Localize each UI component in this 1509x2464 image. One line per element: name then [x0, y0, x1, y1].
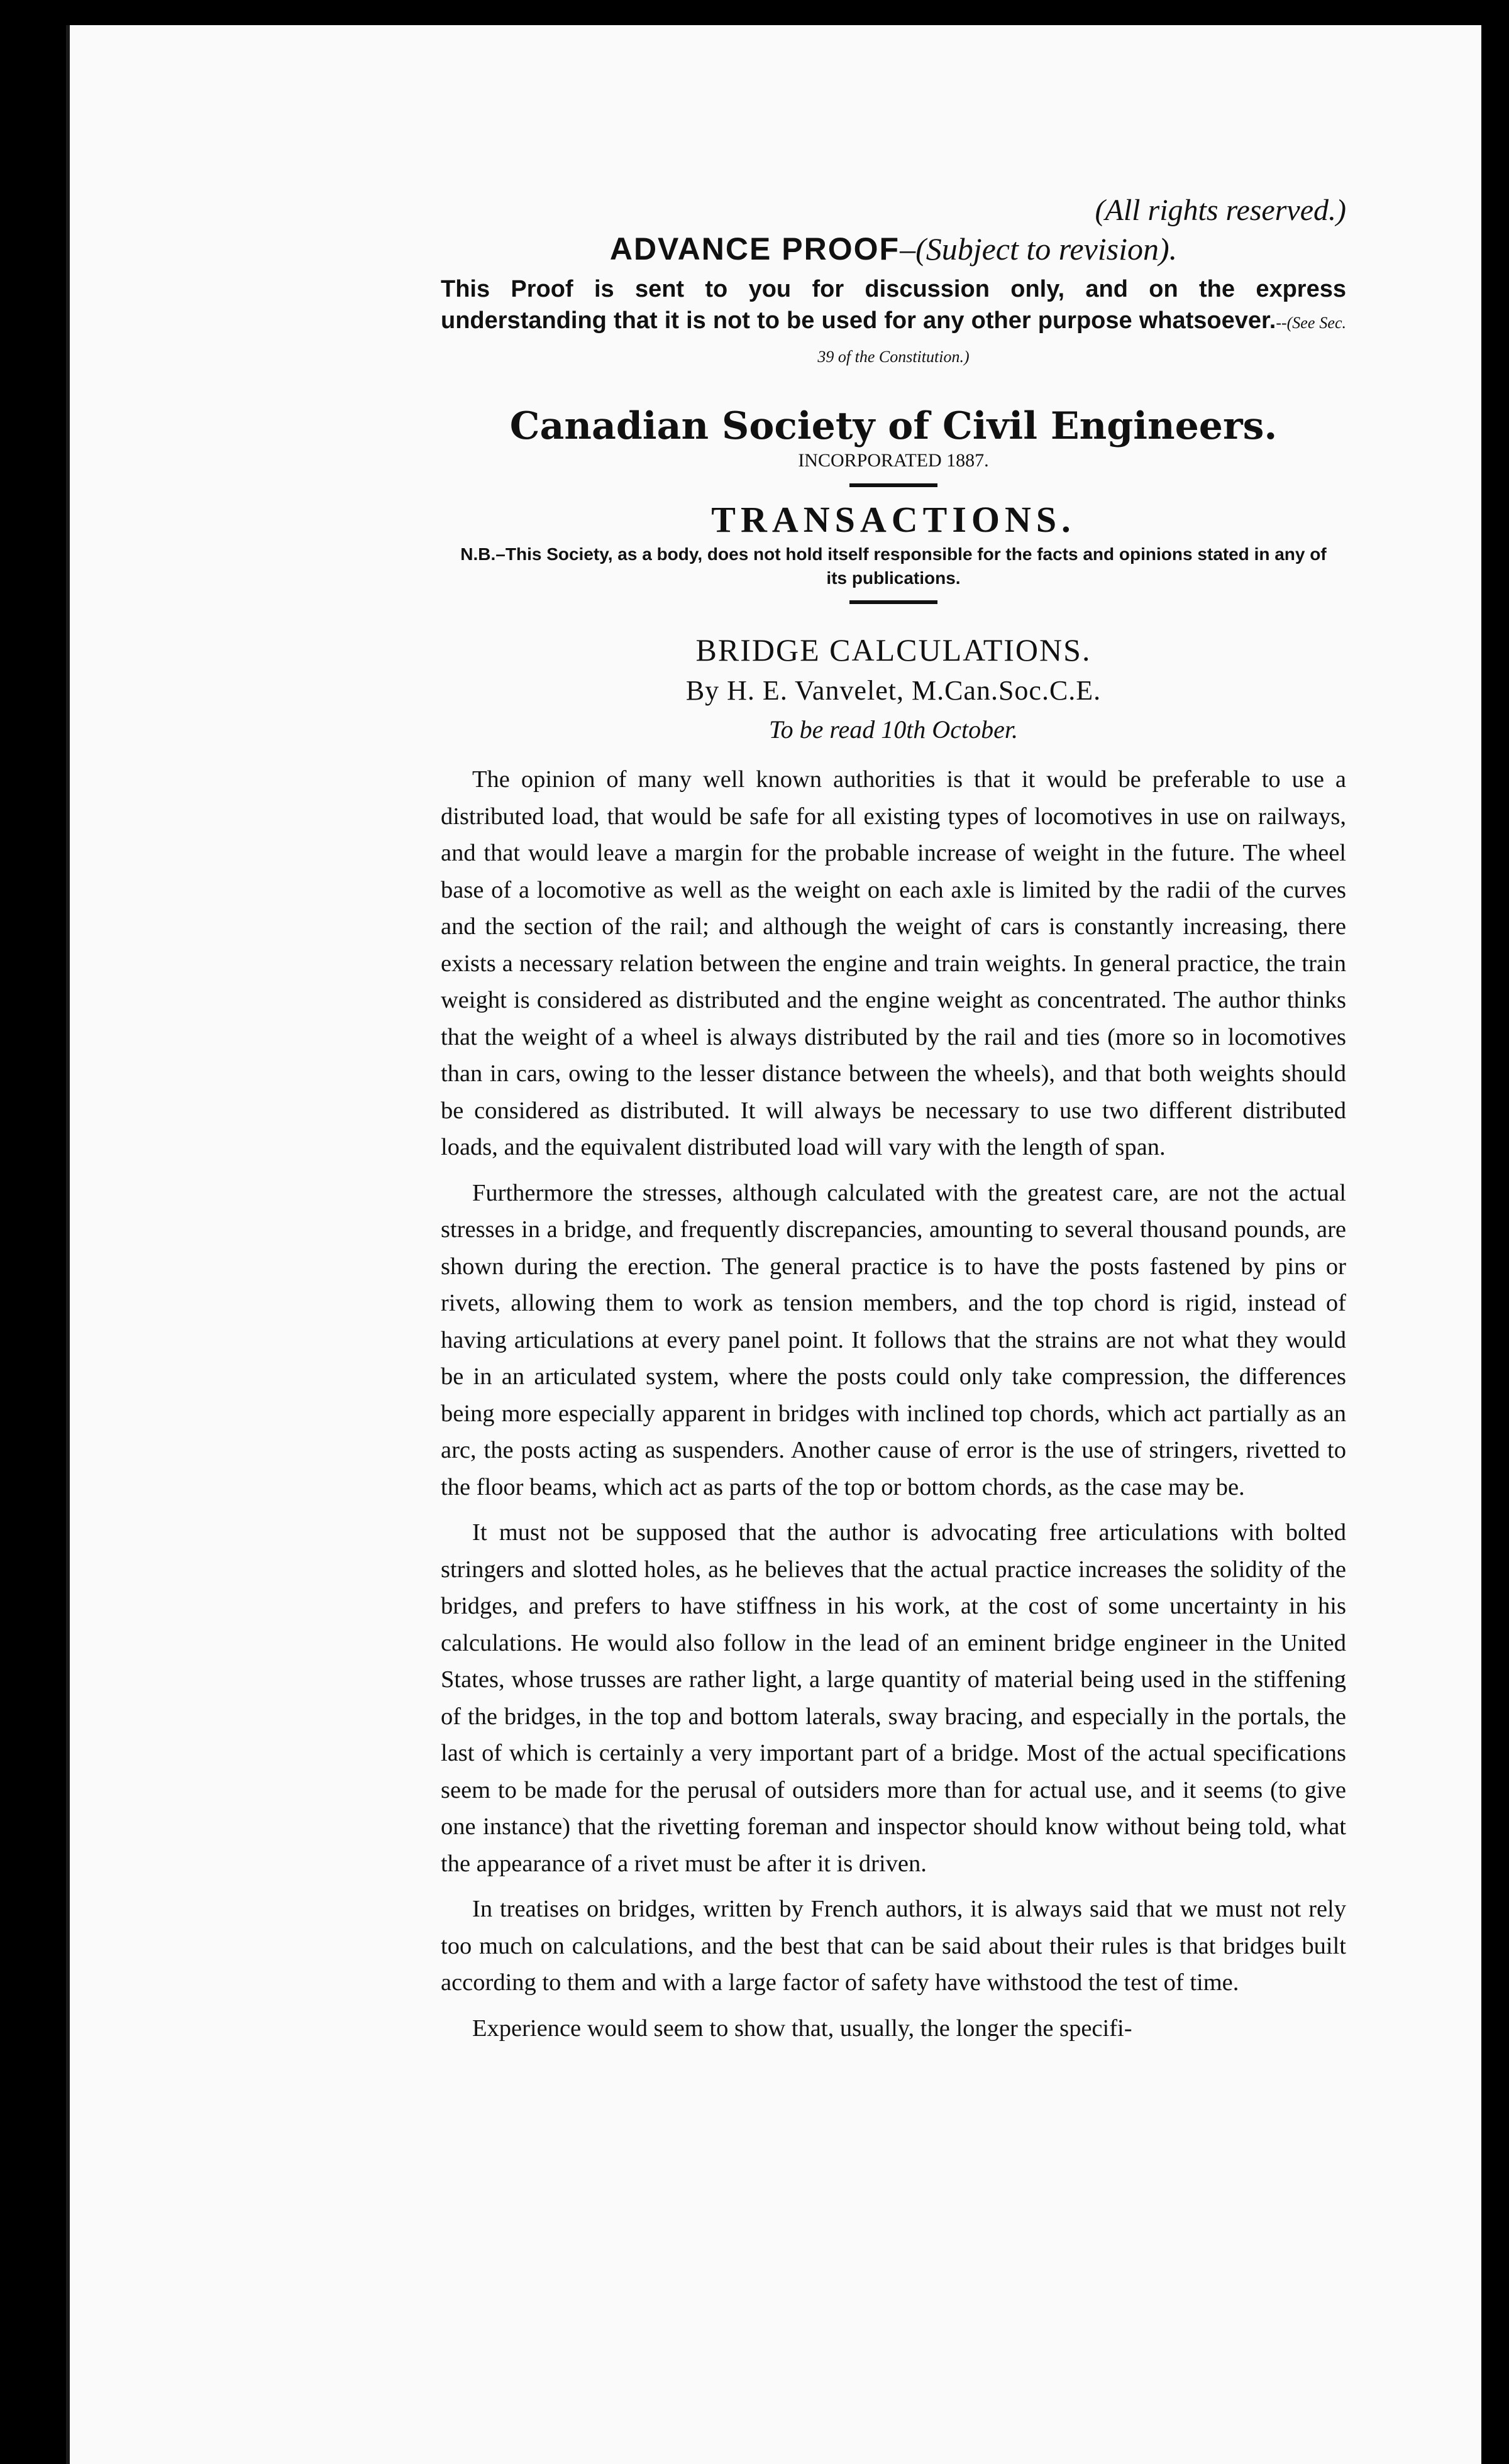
paragraph: The opinion of many well known authorities is that it would be preferable to use a distributed load, that would be safe for all existing types of locomotives in use on railways, and that would leave a margin for the probable increase of weight in the future. The wheel base of a locomotive as well as the weight on each axle is limited by the radii of the curves and the section of the rail; and although the weight of cars is constantly increasing, there exists a necessary relation between the engine and train weights. In general practice, the train weight is considered as distributed and the engine weight as concentrated. The author thinks that the weight of a wheel is always distributed by the rail and ties (more so in locomotives than in cars, owing to the lesser distance between the wheels), and that both weights should be considered as distributed. It will always be necessary to use two different distributed loads, and the equivalent distributed load will vary with the length of span.: [441, 766, 1346, 1160]
article-body: [441, 761, 1346, 2047]
proof-notice: [441, 273, 1346, 373]
society-name: Canadian Society of Civil Engineers.: [509, 404, 1278, 448]
article-author: By H. E. Vanvelet, M.Can.Soc.C.E.: [685, 675, 1102, 706]
advance-proof-heading: [441, 229, 1346, 268]
notice-text: This Proof is sent to you for discussion only, and on the express understanding that it is not to be used for any other purpose whatsoever.: [441, 276, 1346, 334]
disclaimer-note: N.B.–This Society, as a body, does not hold itself responsible for the facts and opinions stated in any of its publications.: [460, 544, 1327, 588]
divider: [849, 600, 937, 604]
notice-reference: --(See Sec. 39 of the Constitution.): [817, 314, 1346, 366]
read-date: To be read 10th October.: [769, 715, 1018, 744]
document-page: [66, 25, 1481, 2464]
incorporated-line: INCORPORATED 1887.: [798, 450, 989, 471]
transactions-heading: TRANSACTIONS.: [711, 499, 1076, 540]
paragraph: Experience would seem to show that, usually, the longer the specifi-: [472, 2015, 1132, 2042]
paragraph: It must not be supposed that the author is advocating free articulations with bolted stringers and slotted holes, as he believes that the actual practice increases the solidity of the bridges, and prefers to have stiffness in his work, at the cost of some uncertainty in his calculations. He would also follow in the lead of an eminent bridge engineer in the United States, whose trusses are rather light, a large quantity of material being used in the stiffening of the bridges, in the top and bottom laterals, sway bracing, and especially in the portals, the last of which is certainly a very important part of a bridge. Most of the actual specifications seem to be made for the perusal of outsiders more than for actual use, and it seems (to give one instance) that the rivetting foreman and inspector should know without being told, what the appearance of a rivet must be after it is driven.: [441, 1519, 1346, 1877]
paragraph: In treatises on bridges, written by French authors, it is always said that we must not rely too much on calculations, and the best that can be said about their rules is that bridges built according to them and with a large factor of safety have withstood the test of time.: [441, 1896, 1346, 1996]
proof-label: ADVANCE PROOF: [609, 231, 900, 267]
proof-subtitle: –(Subject to revision).: [900, 231, 1178, 267]
paragraph: Furthermore the stresses, although calculated with the greatest care, are not the actual stresses in a bridge, and frequently discrepancies, amounting to several thousand pounds, are shown during the erection. The general practice is to have the posts fastened by pins or rivets, allowing them to work as tension members, and the top chord is rigid, instead of having articulations at every panel point. It follows that the strains are not what they would be in an articulated system, where the posts could only take compression, the differences being more especially apparent in bridges with inclined top chords, which act partially as an arc, the posts acting as suspenders. Another cause of error is the use of stringers, rivetted to the floor beams, which act as parts of the top or bottom chords, as the case may be.: [441, 1179, 1346, 1500]
divider: [849, 483, 937, 487]
rights-notice: (All rights reserved.): [1095, 194, 1346, 227]
article-title: BRIDGE CALCULATIONS.: [695, 632, 1092, 668]
document-content: [441, 192, 1346, 2055]
